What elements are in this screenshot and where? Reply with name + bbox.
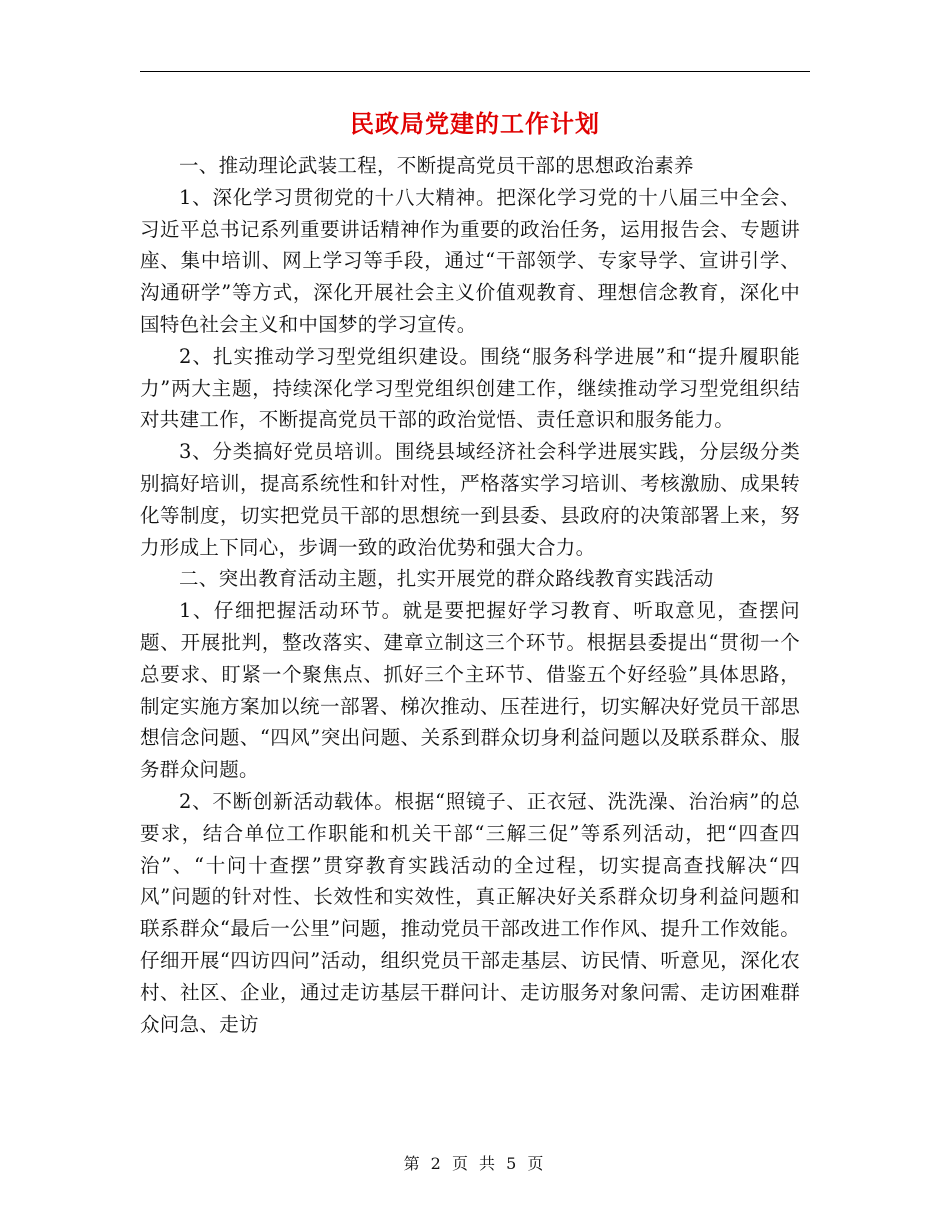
document-body [140, 150, 800, 1040]
header-rule [140, 71, 810, 72]
paragraph-2-1: 1、仔细把握活动环节。就是要把握好学习教育、听取意见，查摆问题、开展批判，整改落实、建章立制这三个环节。根据县委提出“贯彻一个总要求、盯紧一个聚焦点、抓好三个主环节、借鉴五个好经验”具体思路，制定实施方案加以统一部署、梯次推动、压茬进行，切实解决好党员干部思想信念问题、“四风”突出问题、关系到群众切身利益问题以及联系群众、服务群众问题。 [140, 599, 800, 782]
paragraph-1-3: 3、分类搞好党员培训。围绕县域经济社会科学进展实践，分层级分类别搞好培训，提高系统性和针对性，严格落实学习培训、考核激励、成果转化等制度，切实把党员干部的思想统一到县委、县政府的决策部署上来，努力形成上下同心，步调一致的政治优势和强大合力。 [140, 440, 800, 559]
section-heading-2: 二、突出教育活动主题，扎实开展党的群众路线教育实践活动 [179, 567, 714, 591]
paragraph-1-2: 2、扎实推动学习型党组织建设。围绕“服务科学进展”和“提升履职能力”两大主题，持续深化学习型党组织创建工作，继续推动学习型党组织结对共建工作，不断提高党员干部的政治觉悟、责任意识和服务能力。 [140, 344, 800, 432]
paragraph-1-1: 1、深化学习贯彻党的十八大精神。把深化学习党的十八届三中全会、习近平总书记系列重要讲话精神作为重要的政治任务，运用报告会、专题讲座、集中培训、网上学习等手段，通过“干部领学、专家导学、宣讲引学、沟通研学”等方式，深化开展社会主义价值观教育、理想信念教育，深化中国特色社会主义和中国梦的学习宣传。 [140, 185, 800, 336]
paragraph-2-2: 2、不断创新活动载体。根据“照镜子、正衣冠、洗洗澡、治治病”的总要求，结合单位工作职能和机关干部“三解三促”等系列活动，把“四查四治”、“十问十查摆”贯穿教育实践活动的全过程，切实提高查找解决“四风”问题的针对性、长效性和实效性，真正解决好关系群众切身利益问题和联系群众“最后一公里”问题，推动党员干部改进工作作风、提升工作效能。仔细开展“四访四问”活动，组织党员干部走基层、访民情、听意见，深化农村、社区、企业，通过走访基层干群问计、走访服务对象问需、走访困难群众问急、走访 [140, 789, 800, 1036]
page-number: 第 2 页 共 5 页 [403, 1154, 547, 1173]
document-title: 民政局党建的工作计划 [350, 109, 600, 138]
section-heading-1: 一、推动理论武装工程，不断提高党员干部的思想政治素养 [179, 154, 694, 177]
